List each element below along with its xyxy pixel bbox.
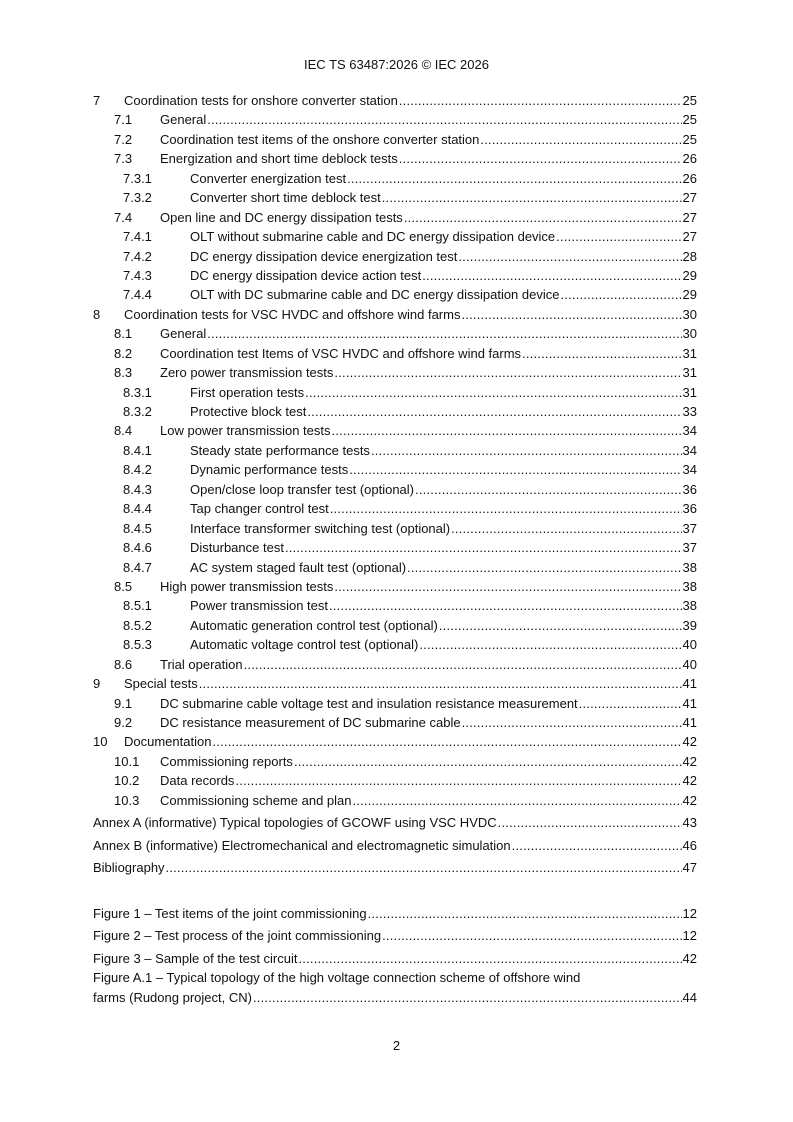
toc-entry[interactable]: [93, 423, 697, 442]
dot-leader: [334, 579, 681, 594]
dot-leader: [422, 268, 681, 283]
dot-leader: [560, 287, 681, 302]
toc-entry-number: 9: [93, 676, 101, 692]
figure-entry-title: farms (Rudong project, CN): [93, 989, 252, 1005]
toc-entry-page: 39: [682, 617, 697, 633]
toc-entry[interactable]: [93, 754, 697, 773]
toc-entry-page: 41: [682, 715, 697, 730]
toc-entry-page: 37: [682, 540, 697, 556]
dot-leader: [556, 229, 681, 244]
toc-entry[interactable]: [93, 443, 697, 462]
toc-entry-page: 38: [682, 559, 697, 575]
toc-entry-title: Open line and DC energy dissipation tests: [160, 209, 403, 225]
toc-entry-number: 8: [93, 306, 101, 322]
toc-entry-page: 40: [682, 656, 697, 672]
figure-entry-page: 12: [682, 928, 697, 944]
toc-entry-title: Tap changer control test: [190, 501, 329, 517]
toc-entry[interactable]: [93, 657, 697, 676]
dot-leader: [579, 696, 682, 711]
toc-entry-title: Coordination test items of the onshore converter station: [160, 131, 480, 147]
toc-entry-number: 8.4.2: [123, 462, 152, 478]
toc-entry-title: Converter energization test: [190, 170, 347, 186]
toc-entry-page: 29: [682, 267, 697, 283]
toc-entry-number: 7: [93, 93, 101, 108]
toc-entry-page: 34: [682, 462, 697, 478]
toc-entry-title: Documentation: [124, 734, 212, 750]
toc-entry-title: Special tests: [124, 676, 198, 692]
toc-entry-title: OLT without submarine cable and DC energy dissipation device: [190, 229, 556, 245]
toc-entry-page: 42: [682, 734, 697, 750]
toc-entry-title: AC system staged fault test (optional): [190, 559, 407, 575]
dot-leader: [207, 112, 681, 127]
toc-entry-number: 7.3.2: [123, 190, 152, 206]
toc-entry[interactable]: [93, 171, 697, 190]
toc-entry-title: DC submarine cable voltage test and insulation resistance measurement: [160, 695, 578, 711]
toc-entry-page: 31: [682, 384, 697, 400]
dot-leader: [415, 482, 682, 497]
toc-entry-number: 9.2: [114, 715, 133, 730]
toc-entry-number: 7.4.4: [123, 287, 152, 303]
toc-entry-page: 27: [682, 209, 697, 225]
figure-entry-title-line1: Figure A.1 – Typical topology of the high voltage connection scheme of offshore wind: [93, 970, 581, 986]
dot-leader: [294, 754, 682, 769]
toc-entry-title: Protective block test: [190, 404, 307, 419]
dot-leader: [399, 151, 682, 166]
toc-entry-number: 8.5.2: [123, 617, 152, 633]
toc-entry-title: Commissioning reports: [160, 753, 293, 769]
toc-entry-number: 9.1: [114, 695, 133, 711]
toc-entry-title: DC resistance measurement of DC submarine cable: [160, 715, 461, 730]
toc-entry[interactable]: [93, 365, 697, 384]
toc-entry-title: Energization and short time deblock tests: [160, 151, 398, 167]
toc-entry-number: 8.4.6: [123, 540, 152, 556]
toc-entry-number: 8.3.1: [123, 384, 152, 400]
toc-entry-page: 26: [682, 151, 697, 167]
toc-entry-number: 8.4.3: [123, 481, 152, 497]
toc-entry-title: Open/close loop transfer test (optional): [190, 481, 415, 497]
toc-entry-page: 30: [682, 326, 697, 342]
toc-entry-title: DC energy dissipation device energization test: [190, 248, 458, 264]
dot-leader: [244, 657, 682, 672]
toc-entry-number: 10.3: [114, 792, 140, 808]
dot-leader: [371, 443, 682, 458]
toc-entry-number: 8.5.1: [123, 598, 152, 614]
toc-entry-page: 26: [682, 170, 697, 186]
dot-leader: [334, 365, 681, 380]
toc-entry-page: 31: [682, 365, 697, 381]
toc-entry[interactable]: [93, 190, 697, 209]
toc-entry[interactable]: [93, 268, 697, 287]
toc-entry[interactable]: [93, 696, 697, 715]
toc-entry-page: 30: [682, 306, 697, 322]
figure-entry[interactable]: [93, 928, 697, 947]
toc-entry[interactable]: [93, 521, 697, 540]
dot-leader: [451, 521, 681, 536]
toc-entry[interactable]: [93, 326, 697, 345]
toc-entry[interactable]: [93, 501, 697, 520]
toc-entry-number: 8.3: [114, 365, 133, 381]
toc-entry-page: 28: [682, 248, 697, 264]
dot-leader: [368, 906, 682, 921]
dot-leader: [166, 860, 682, 875]
toc-entry[interactable]: [93, 346, 697, 365]
toc-entry[interactable]: [93, 793, 697, 812]
toc-entry-number: 8.1: [114, 326, 133, 342]
figure-entry-line2: [93, 990, 697, 1009]
dot-leader: [330, 501, 682, 516]
dot-leader: [382, 190, 682, 205]
dot-leader: [212, 734, 681, 749]
toc-entry-title: Power transmission test: [190, 598, 328, 614]
toc-entry-number: 8.4.5: [123, 520, 152, 536]
toc-entry-page: 25: [682, 131, 697, 147]
toc-entry-number: 8.4.7: [123, 559, 152, 575]
toc-entry-number: 8.2: [114, 345, 133, 361]
figure-entry-title: Figure 3 – Sample of the test circuit: [93, 950, 298, 966]
figure-entry-page: 12: [682, 906, 697, 921]
toc-entry-number: 8.6: [114, 656, 133, 672]
toc-entry-number: 10: [93, 734, 108, 750]
toc-entry-page: 47: [682, 860, 697, 876]
dot-leader: [461, 307, 681, 322]
dot-leader: [480, 132, 681, 147]
toc-entry-title: Steady state performance tests: [190, 442, 370, 458]
figure-entry-title: Figure 1 – Test items of the joint commissioning: [93, 906, 367, 921]
toc-entry-number: 7.3: [114, 151, 133, 167]
dot-leader: [307, 404, 681, 419]
toc-entry-title: Low power transmission tests: [160, 423, 331, 439]
toc-entry-title: Dynamic performance tests: [190, 462, 349, 478]
dot-leader: [347, 171, 681, 186]
toc-entry[interactable]: [93, 307, 697, 326]
toc-entry-title: Commissioning scheme and plan: [160, 792, 352, 808]
toc-annex-entry[interactable]: [93, 838, 697, 857]
toc-entry[interactable]: [93, 676, 697, 695]
toc-entry-page: 41: [682, 695, 697, 711]
figure-entry[interactable]: [93, 970, 697, 1009]
toc-entry-number: 8.4: [114, 423, 133, 439]
toc-entry-page: 42: [682, 792, 697, 808]
toc-entry-title: Automatic voltage control test (optional): [190, 637, 419, 653]
figure-entry-line1: [93, 970, 697, 989]
toc-entry[interactable]: [93, 287, 697, 306]
toc-entry-title: OLT with DC submarine cable and DC energy dissipation device: [190, 287, 560, 303]
toc-entry-title: Bibliography: [93, 860, 165, 876]
dot-leader: [399, 93, 682, 108]
toc-entry[interactable]: [93, 579, 697, 598]
figure-entry[interactable]: [93, 951, 697, 970]
toc-entry-page: 37: [682, 520, 697, 536]
toc-entry[interactable]: [93, 93, 697, 112]
toc-entry-number: 10.2: [114, 773, 140, 789]
toc-entry-title: Interface transformer switching test (optional): [190, 520, 451, 536]
toc-entry-number: 8.4.1: [123, 442, 152, 458]
toc-entry-title: General: [160, 326, 207, 342]
figure-entry-page: 44: [682, 989, 697, 1005]
toc-entry-page: 46: [682, 837, 697, 853]
toc-entry-page: 29: [682, 287, 697, 303]
table-of-contents: [93, 93, 697, 880]
toc-entry-title: Annex B (informative) Electromechanical and electromagnetic simulation: [93, 837, 511, 853]
dot-leader: [407, 560, 681, 575]
toc-entry[interactable]: [93, 560, 697, 579]
toc-entry-number: 8.3.2: [123, 404, 152, 419]
dot-leader: [458, 249, 681, 264]
toc-entry-number: 7.4.2: [123, 248, 152, 264]
toc-entry[interactable]: [93, 734, 697, 753]
figure-entry-page: 42: [682, 950, 697, 966]
dot-leader: [332, 423, 682, 438]
toc-entry-title: Coordination test Items of VSC HVDC and offshore wind farms: [160, 345, 522, 361]
dot-leader: [329, 598, 682, 613]
toc-entry-title: Coordination tests for onshore converter station: [124, 93, 398, 108]
toc-entry-number: 7.4.1: [123, 229, 152, 245]
dot-leader: [404, 210, 682, 225]
toc-entry[interactable]: [93, 132, 697, 151]
dot-leader: [298, 951, 681, 966]
toc-entry[interactable]: [93, 598, 697, 617]
toc-entry-page: 43: [682, 815, 697, 831]
toc-entry-page: 36: [682, 501, 697, 517]
toc-entry-page: 34: [682, 423, 697, 439]
toc-entry-number: 8.4.4: [123, 501, 152, 517]
toc-entry[interactable]: [93, 229, 697, 248]
dot-leader: [498, 815, 682, 830]
toc-entry-number: 7.4: [114, 209, 133, 225]
dot-leader: [439, 618, 682, 633]
toc-entry-title: DC energy dissipation device action test: [190, 267, 422, 283]
toc-entry-number: 7.2: [114, 131, 133, 147]
toc-entry-page: 33: [682, 404, 697, 419]
toc-entry[interactable]: [93, 112, 697, 131]
figure-entry[interactable]: [93, 906, 697, 925]
page-header: IEC TS 63487:2026 © IEC 2026: [304, 57, 489, 72]
dot-leader: [305, 385, 681, 400]
toc-annex-entry[interactable]: [93, 815, 697, 834]
toc-entry-title: High power transmission tests: [160, 578, 334, 594]
dot-leader: [207, 326, 681, 341]
toc-entry-title: Automatic generation control test (optional): [190, 617, 438, 633]
toc-entry[interactable]: [93, 249, 697, 268]
dot-leader: [419, 637, 681, 652]
dot-leader: [522, 346, 682, 361]
dot-leader: [349, 462, 681, 477]
toc-annex-entry[interactable]: [93, 860, 697, 879]
toc-entry-page: 25: [682, 93, 697, 108]
toc-entry-number: 8.5.3: [123, 637, 152, 653]
toc-entry-title: Annex A (informative) Typical topologies of GCOWF using VSC HVDC: [93, 815, 497, 831]
dot-leader: [462, 715, 682, 730]
toc-entry[interactable]: [93, 715, 697, 734]
toc-entry-page: 40: [682, 637, 697, 653]
toc-entry-title: Data records: [160, 773, 235, 789]
page-number: 2: [392, 1038, 401, 1053]
toc-entry[interactable]: [93, 540, 697, 559]
dot-leader: [382, 928, 681, 943]
toc-entry-page: 25: [682, 112, 697, 128]
dot-leader: [285, 540, 682, 555]
toc-entry[interactable]: [93, 618, 697, 637]
toc-entry[interactable]: [93, 385, 697, 404]
toc-entry-title: Converter short time deblock test: [190, 190, 381, 206]
dot-leader: [512, 838, 682, 853]
toc-entry-title: General: [160, 112, 207, 128]
toc-entry-page: 42: [682, 753, 697, 769]
toc-entry-page: 36: [682, 481, 697, 497]
toc-entry[interactable]: [93, 210, 697, 229]
dot-leader: [253, 990, 682, 1005]
toc-entry-page: 38: [682, 578, 697, 594]
toc-entry-page: 27: [682, 190, 697, 206]
dot-leader: [352, 793, 681, 808]
toc-entry[interactable]: [93, 637, 697, 656]
toc-entry[interactable]: [93, 462, 697, 481]
toc-entry-page: 41: [682, 676, 697, 692]
toc-entry[interactable]: [93, 404, 697, 423]
toc-entry-page: 31: [682, 345, 697, 361]
toc-entry-page: 38: [682, 598, 697, 614]
toc-entry-page: 34: [682, 442, 697, 458]
toc-entry[interactable]: [93, 482, 697, 501]
toc-entry-title: Disturbance test: [190, 540, 284, 556]
toc-entry-title: Coordination tests for VSC HVDC and offshore wind farms: [124, 306, 461, 322]
toc-entry-page: 27: [682, 229, 697, 245]
toc-entry[interactable]: [93, 151, 697, 170]
list-of-figures: [93, 906, 697, 1009]
toc-entry[interactable]: [93, 773, 697, 792]
dot-leader: [199, 676, 682, 691]
toc-entry-title: First operation tests: [190, 384, 305, 400]
dot-leader: [235, 773, 681, 788]
toc-entry-number: 7.1: [114, 112, 133, 128]
toc-entry-number: 7.3.1: [123, 170, 152, 186]
toc-entry-title: Trial operation: [160, 656, 243, 672]
toc-entry-page: 42: [682, 773, 697, 789]
toc-entry-number: 10.1: [114, 753, 140, 769]
toc-entry-title: Zero power transmission tests: [160, 365, 334, 381]
toc-entry-number: 7.4.3: [123, 267, 152, 283]
toc-entry-number: 8.5: [114, 578, 133, 594]
figure-entry-title: Figure 2 – Test process of the joint commissioning: [93, 928, 382, 944]
